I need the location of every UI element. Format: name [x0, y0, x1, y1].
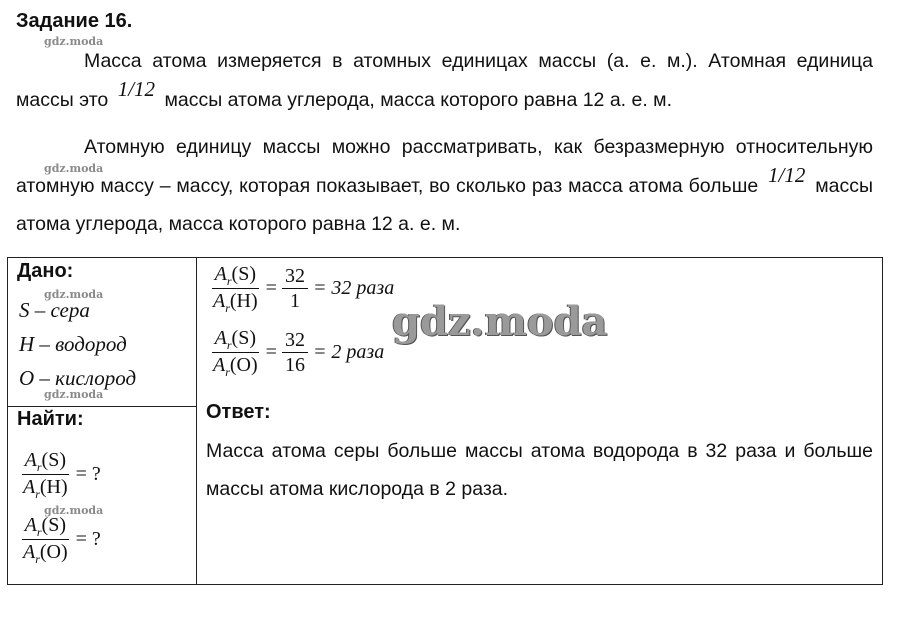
- given-label: Дано:: [17, 260, 74, 282]
- answer-text: Масса атома серы больше массы атома водорода в 32 раза и больше массы атома кислорода в 2 раза.: [206, 440, 873, 500]
- paragraph-1-text-b: массы атома углерода, масса которого равна 12 а. е. м.: [164, 89, 673, 111]
- task-title: Задание 16.: [16, 10, 133, 32]
- given-item: H – водород: [19, 332, 127, 356]
- left-column: [8, 258, 197, 584]
- watermark-small: gdz.moda: [44, 504, 104, 517]
- watermark-small: gdz.moda: [44, 288, 104, 301]
- paragraph-2: [16, 128, 873, 243]
- find-expression-1: $\frac{A_r(S)}{A_r(H)}$ = ?: [23, 449, 101, 501]
- find-label: Найти:: [17, 408, 84, 430]
- watermark-small: gdz.moda: [44, 35, 104, 48]
- given-section: [8, 258, 196, 407]
- watermark-small: gdz.moda: [44, 162, 104, 175]
- fraction-one-twelfth: 1/12: [117, 77, 156, 101]
- watermark-small: gdz.moda: [44, 388, 104, 401]
- watermark-logo: gdz.moda: [392, 298, 608, 345]
- paragraph-2-text-a: Атомную единицу массы можно рассматривать, как безразмерную относительную атомную массу – массу, которая показывает, во сколько раз масса атома больше: [16, 136, 873, 197]
- given-item: O – кислород: [19, 366, 137, 390]
- answer-label: Ответ:: [206, 401, 271, 423]
- find-expression-2: $\frac{A_r(S)}{A_r(O)}$ = ?: [23, 514, 101, 566]
- fraction-one-twelfth: 1/12: [768, 163, 806, 187]
- paragraph-1-text-a: Масса атома измеряется в атомных единицах массы (а. е. м.). Атомная единица массы это: [16, 50, 873, 111]
- solution-line-2: $\frac{A_r(S)}{A_r(O)}$ = $\frac{32}{16}$ = 2 раза: [213, 327, 385, 379]
- paragraph-2-text-b: массы атома углерода, масса которого равна 12 а. е. м.: [16, 175, 874, 235]
- given-item: S – сера: [19, 298, 90, 322]
- paragraph-1: [16, 42, 873, 119]
- solution-line-1: $\frac{A_r(S)}{A_r(H)}$ = $\frac{32}{1}$ = 32 раза: [213, 263, 395, 315]
